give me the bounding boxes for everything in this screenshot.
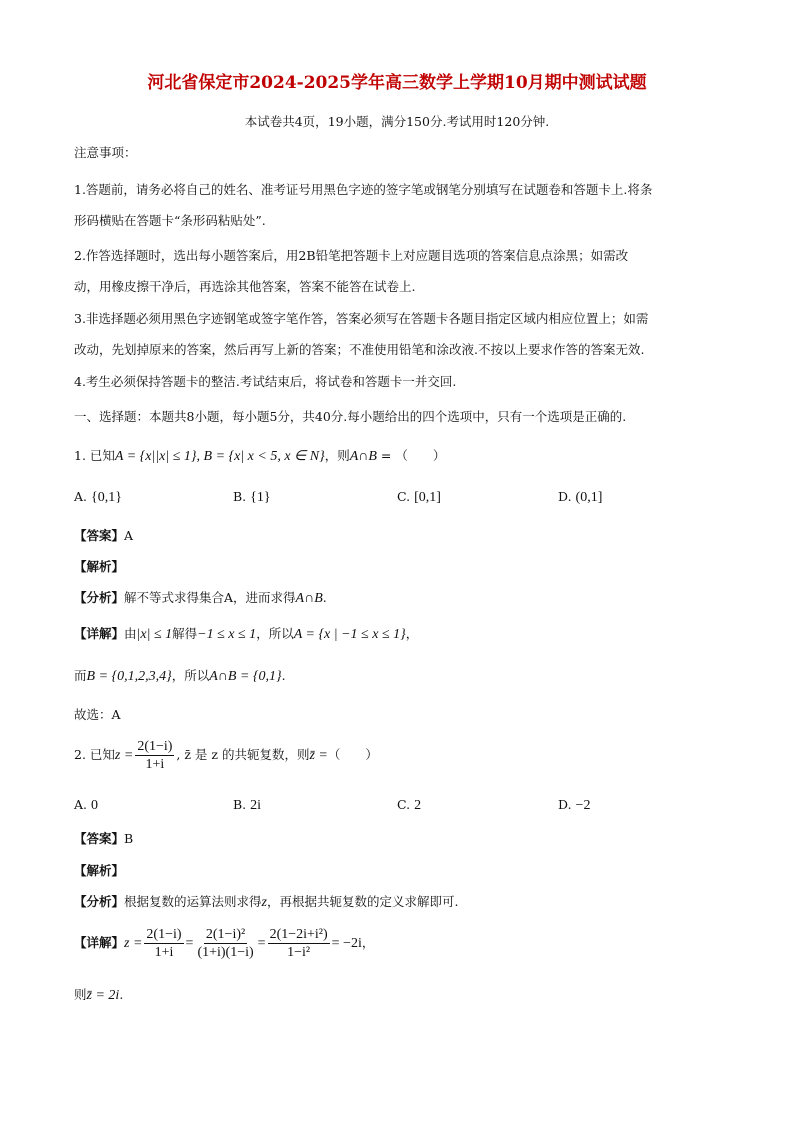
q2-analysis-tag: 【解析】: [74, 863, 125, 878]
page-title: 河北省保定市2024-2025学年高三数学上学期10月期中测试试题: [147, 73, 647, 93]
note-3-line-2: 改动，先划掉原来的答案，然后再写上新的答案；不准使用铅笔和涂改液.不按以上要求作答的答案无效.: [74, 342, 645, 357]
note-4: 4.考生必须保持答题卡的整洁.考试结束后，将试卷和答题卡一并交回.: [74, 374, 457, 389]
q1-set-a: A = {x||x| ≤ 1}: [114, 449, 197, 464]
section-heading: 一、选择题：本题共8小题，每小题5分，共40分.每小题给出的四个选项中，只有一个选项是正确的.: [74, 409, 627, 424]
q1-expr: A∩B: [349, 449, 377, 464]
note-1-line-2: 形码横贴在答题卡“条形码粘贴处”.: [74, 213, 266, 228]
note-3-line-1: 3.非选择题必须用黑色字迹钢笔或签字笔作答，答案必须写在答题卡各题目指定区域内相应位置上；如需: [74, 311, 649, 326]
q1-prefix: 1. 已知: [74, 448, 115, 463]
q1-detail: 【详解】由|x| ≤ 1解得−1 ≤ x ≤ 1，所以A = {x | −1 ≤ x ≤ 1}，: [74, 626, 419, 642]
note-1-line-1: 1.答题前，请务必将自己的姓名、准考证号用黑色字迹的签字笔或钢笔分别填写在试题卷和答题卡上.将条: [74, 182, 653, 197]
question-2: 2. 已知z = $\frac{2(1-i)}{1+i}$ , z̄ 是 z 的共轭复数，则z̄ =（ ）: [74, 739, 378, 772]
q2-final: 则z̄ = 2i.: [74, 987, 124, 1003]
note-2-line-1: 2.作答选择题时，选出每小题答案后，用2B铅笔把答题卡上对应题目选项的答案信息点涂黑；如需改: [74, 248, 629, 263]
q2-option-d: D. −2: [558, 797, 591, 813]
q2-detail: 【详解】z = $\frac{2(1-i)}{1+i}$ = $\frac{\text{2(1−i)²}}{(1+i)(1-i)}$ = $\frac{\text{2(1−2i+i²)}}{\text{1−i²}}$ = −2i，: [74, 927, 375, 960]
q1-option-d: D. (0,1]: [558, 489, 603, 505]
q1-analysis-tag: 【解析】: [74, 559, 125, 574]
q1-option-a: A. {0,1}: [74, 489, 122, 505]
q2-detail-frac-2: $\frac{\text{2(1−i)²}}{(1+i)(1-i)}$: [197, 927, 254, 960]
q2-option-b: B. 2i: [233, 797, 262, 813]
q2-detail-frac-1: $\frac{2(1-i)}{1+i}$: [146, 927, 182, 960]
q1-detail-line-2: 而B = {0,1,2,3,4}，所以A∩B = {0,1}.: [74, 668, 286, 684]
q2-fraction: $\frac{2(1-i)}{1+i}$: [137, 739, 173, 772]
q1-mid: ，则: [324, 448, 350, 463]
q1-option-b: B. {1}: [233, 489, 271, 505]
q1-set-b: , B = {x| x < 5, x ∈ N}: [196, 449, 325, 464]
exam-info: 本试卷共4页，19小题，满分150分.考试用时120分钟.: [244, 114, 550, 129]
q1-tail: = （ ）: [376, 448, 446, 463]
notes-heading: 注意事项：: [74, 145, 137, 160]
q2-option-a: A. 0: [74, 797, 98, 813]
q2-fenxi: 【分析】根据复数的运算法则求得z，再根据共轭复数的定义求解即可.: [74, 894, 459, 910]
q2-option-c: C. 2: [397, 797, 422, 813]
q1-fenxi: 【分析】解不等式求得集合A，进而求得A∩B.: [74, 590, 327, 606]
question-1: [74, 446, 445, 465]
q1-option-c: C. [0,1]: [397, 489, 441, 505]
q2-answer: 【答案】B: [74, 831, 134, 846]
q1-conclusion: 故选：A: [74, 707, 121, 722]
q1-answer: 【答案】A: [74, 528, 134, 543]
note-2-line-2: 动，用橡皮擦干净后，再选涂其他答案，答案不能答在试卷上.: [74, 279, 416, 294]
q2-detail-frac-3: $\frac{\text{2(1−2i+i²)}}{\text{1−i²}}$: [269, 927, 328, 960]
